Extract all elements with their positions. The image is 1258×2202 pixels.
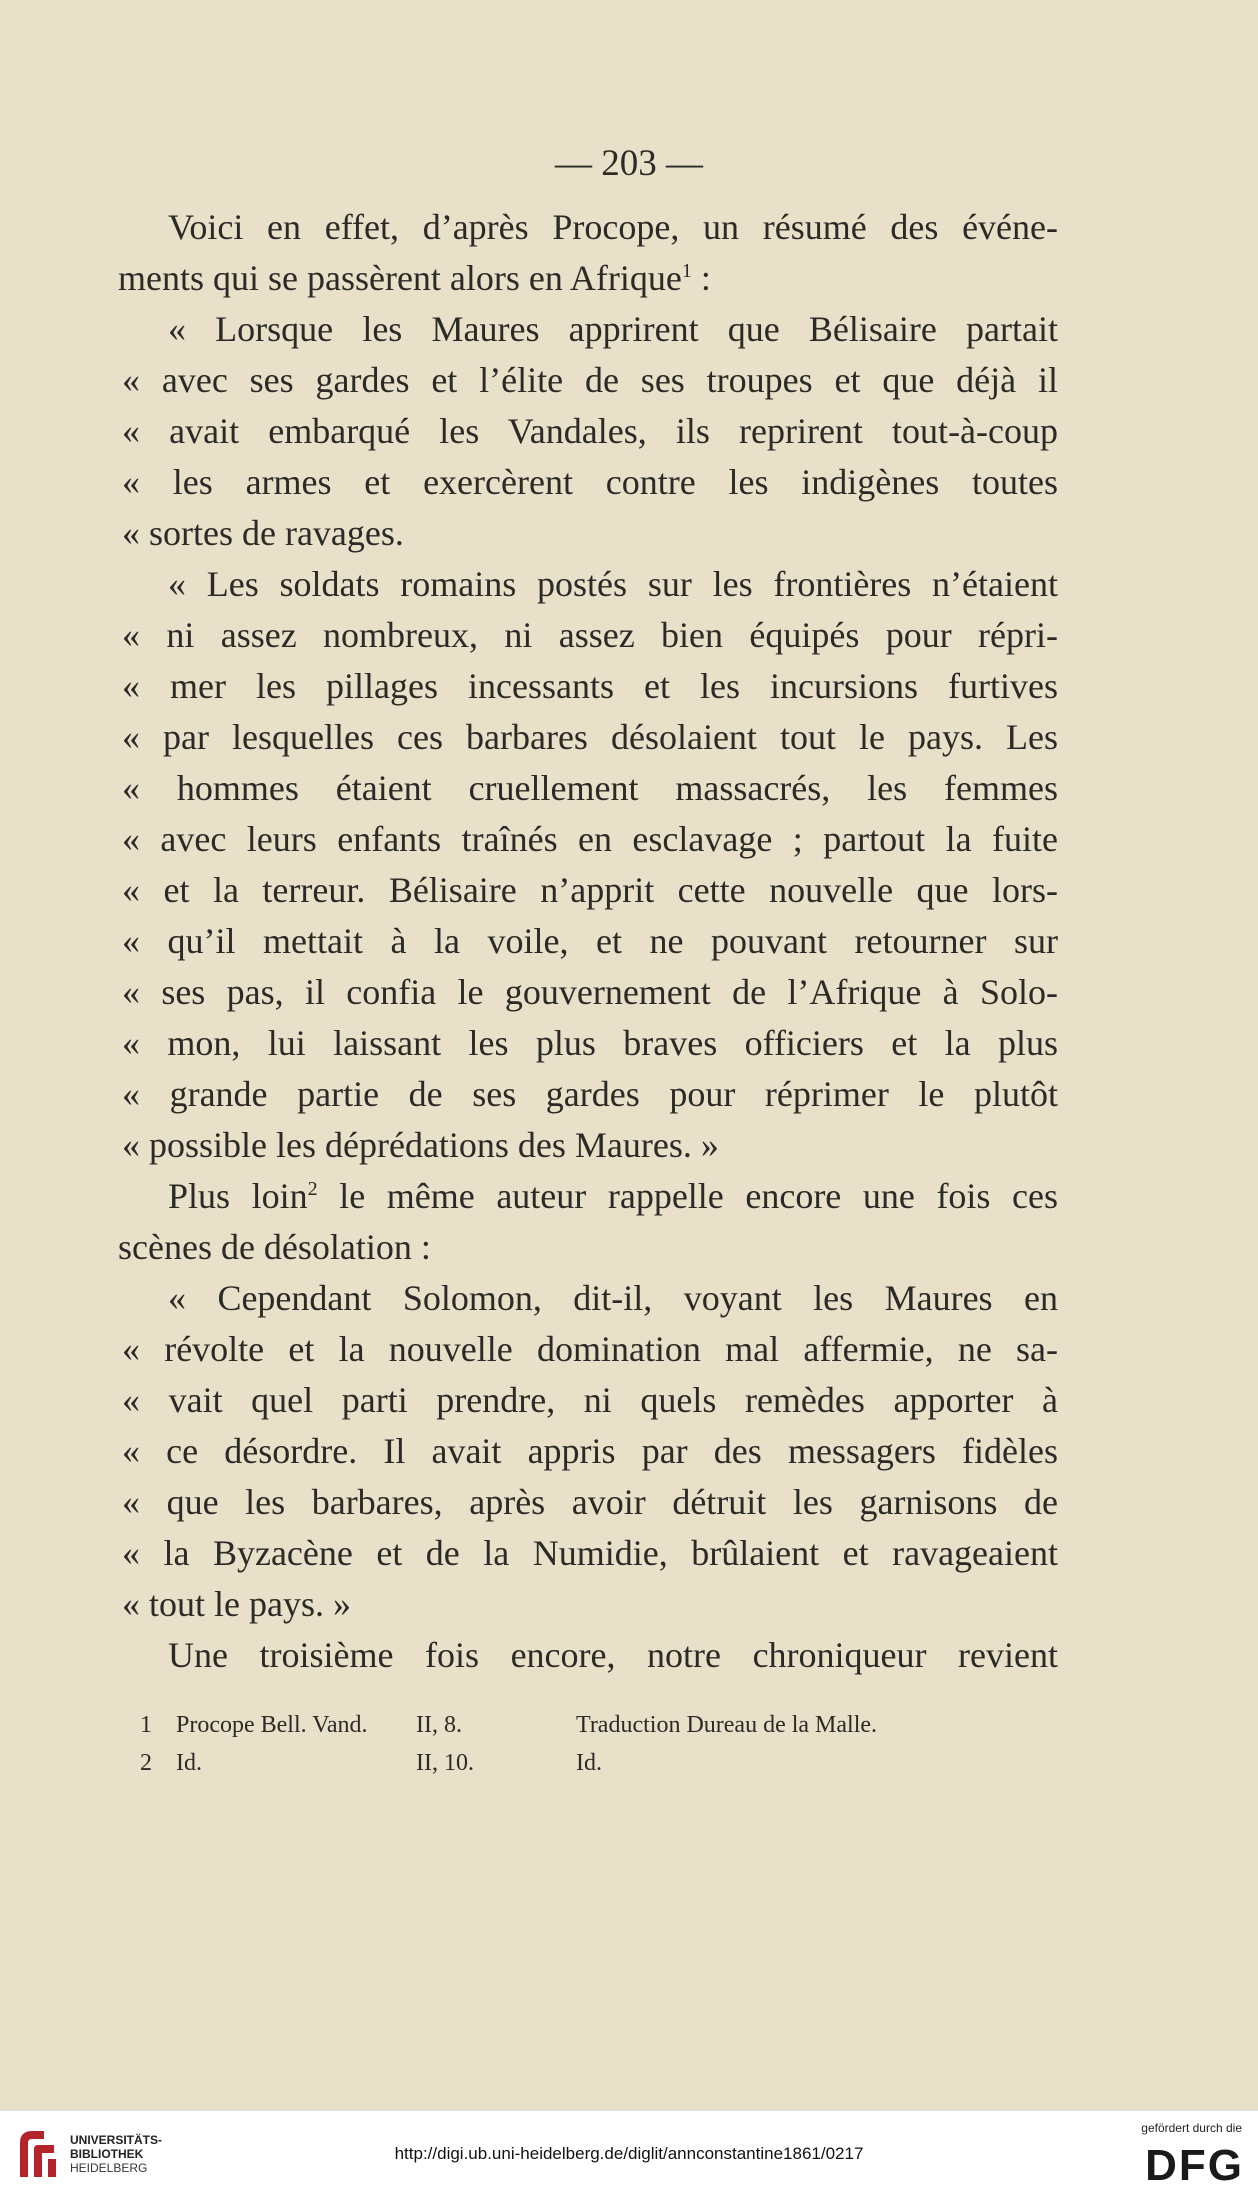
text-line xyxy=(118,1273,1058,1324)
text-line xyxy=(118,406,1058,457)
text-line-content: « grande partie de ses gardes pour réprimer le plutôt xyxy=(122,1074,1058,1114)
text-line xyxy=(118,1222,1058,1273)
text-line-content: « Cependant Solomon, dit-il, voyant les Maures en xyxy=(168,1278,1058,1318)
text-line xyxy=(118,1579,1058,1630)
text-line-content: « Lorsque les Maures apprirent que Bélisaire partait xyxy=(168,309,1058,349)
footnote xyxy=(140,1744,1040,1782)
footnote-location: II, 8. xyxy=(416,1712,462,1738)
text-line-content: « avec leurs enfants traînés en esclavage ; partout la fuite xyxy=(122,819,1058,859)
footnote-number: 1 xyxy=(140,1712,152,1738)
library-name-line-2: BIBLIOTHEK xyxy=(70,2147,144,2161)
text-line-content: « révolte et la nouvelle domination mal affermie, ne sa- xyxy=(122,1329,1058,1369)
text-line-content: « possible les déprédations des Maures. » xyxy=(122,1125,719,1165)
text-line xyxy=(118,916,1058,967)
text-line-continuation: le même auteur rappelle encore une fois ces xyxy=(317,1176,1058,1216)
text-line-content: « avait embarqué les Vandales, ils reprirent tout-à-coup xyxy=(122,411,1058,451)
footnote-translation: Id. xyxy=(576,1750,602,1776)
text-line xyxy=(118,457,1058,508)
dfg-logo: DFG xyxy=(1145,2141,1244,2190)
footnote-source: Procope Bell. Vand. xyxy=(176,1712,368,1738)
text-line xyxy=(118,1018,1058,1069)
text-line xyxy=(118,559,1058,610)
text-line-content: ments qui se passèrent alors en Afrique xyxy=(118,258,682,298)
text-line-content: « ni assez nombreux, ni assez bien équipés pour répri- xyxy=(122,615,1058,655)
library-name-line-3: HEIDELBERG xyxy=(70,2161,148,2175)
footnote-number: 2 xyxy=(140,1750,152,1776)
text-line-content: « avec ses gardes et l’élite de ses troupes et que déjà il xyxy=(122,360,1058,400)
text-line-content: « que les barbares, après avoir détruit les garnisons de xyxy=(122,1482,1058,1522)
text-line xyxy=(118,1375,1058,1426)
footnote xyxy=(140,1706,1040,1744)
text-line xyxy=(118,1069,1058,1120)
text-line-content: « mon, lui laissant les plus braves officiers et la plus xyxy=(122,1023,1058,1063)
footnote-source: Id. xyxy=(176,1750,202,1776)
text-line xyxy=(118,355,1058,406)
footnote-reference: 1 xyxy=(681,260,692,282)
text-line xyxy=(118,712,1058,763)
text-line-content: « sortes de ravages. xyxy=(122,513,404,553)
funded-by-label: gefördert durch die xyxy=(1141,2121,1242,2135)
text-line xyxy=(118,253,1058,304)
text-line-content: « ce désordre. Il avait appris par des messagers fidèles xyxy=(122,1431,1058,1471)
viewer-footer xyxy=(0,2110,1258,2202)
text-line xyxy=(118,814,1058,865)
body-text xyxy=(118,202,1058,1681)
text-line-content: « par lesquelles ces barbares désolaient tout le pays. Les xyxy=(122,717,1058,757)
text-line-content: Voici en effet, d’après Procope, un résumé des événe- xyxy=(168,207,1058,247)
text-line xyxy=(118,304,1058,355)
text-line xyxy=(118,1630,1058,1681)
footnote-location: II, 10. xyxy=(416,1750,474,1776)
permalink-url[interactable]: http://digi.ub.uni-heidelberg.de/diglit/annconstantine1861/0217 xyxy=(394,2144,864,2163)
text-line-content: « tout le pays. » xyxy=(122,1584,351,1624)
text-line-content: « mer les pillages incessants et les incursions furtives xyxy=(122,666,1058,706)
text-line-content: « qu’il mettait à la voile, et ne pouvant retourner sur xyxy=(122,921,1058,961)
text-line xyxy=(118,1324,1058,1375)
text-line xyxy=(118,1120,1058,1171)
footnotes xyxy=(140,1706,1040,1782)
text-line-content: « vait quel parti prendre, ni quels remèdes apporter à xyxy=(122,1380,1058,1420)
text-line xyxy=(118,1426,1058,1477)
library-name-line-1: UNIVERSITÄTS- xyxy=(70,2133,163,2147)
text-line xyxy=(118,1171,1058,1222)
text-line xyxy=(118,1528,1058,1579)
text-line xyxy=(118,661,1058,712)
text-line xyxy=(118,1477,1058,1528)
text-line xyxy=(118,763,1058,814)
text-line xyxy=(118,202,1058,253)
page-number: — 203 — xyxy=(555,143,703,184)
text-line-content: « hommes étaient cruellement massacrés, les femmes xyxy=(122,768,1058,808)
text-line-content: « les armes et exercèrent contre les indigènes toutes xyxy=(122,462,1058,502)
text-line-content: « la Byzacène et de la Numidie, brûlaient et ravageaient xyxy=(122,1533,1058,1573)
text-line-continuation: : xyxy=(691,258,711,298)
text-line xyxy=(118,967,1058,1018)
text-line xyxy=(118,508,1058,559)
text-line-content: « ses pas, il confia le gouvernement de l’Afrique à Solo- xyxy=(122,972,1058,1012)
footnote-reference: 2 xyxy=(307,1178,318,1200)
text-line-content: « et la terreur. Bélisaire n’apprit cette nouvelle que lors- xyxy=(122,870,1058,910)
text-line-content: scènes de désolation : xyxy=(118,1227,431,1267)
text-line-content: Une troisième fois encore, notre chroniqueur revient xyxy=(168,1635,1058,1675)
text-line-content: Plus loin xyxy=(168,1176,308,1216)
text-line xyxy=(118,610,1058,661)
text-line-content: « Les soldats romains postés sur les frontières n’étaient xyxy=(168,564,1058,604)
footnote-translation: Traduction Dureau de la Malle. xyxy=(576,1712,878,1738)
text-line xyxy=(118,865,1058,916)
